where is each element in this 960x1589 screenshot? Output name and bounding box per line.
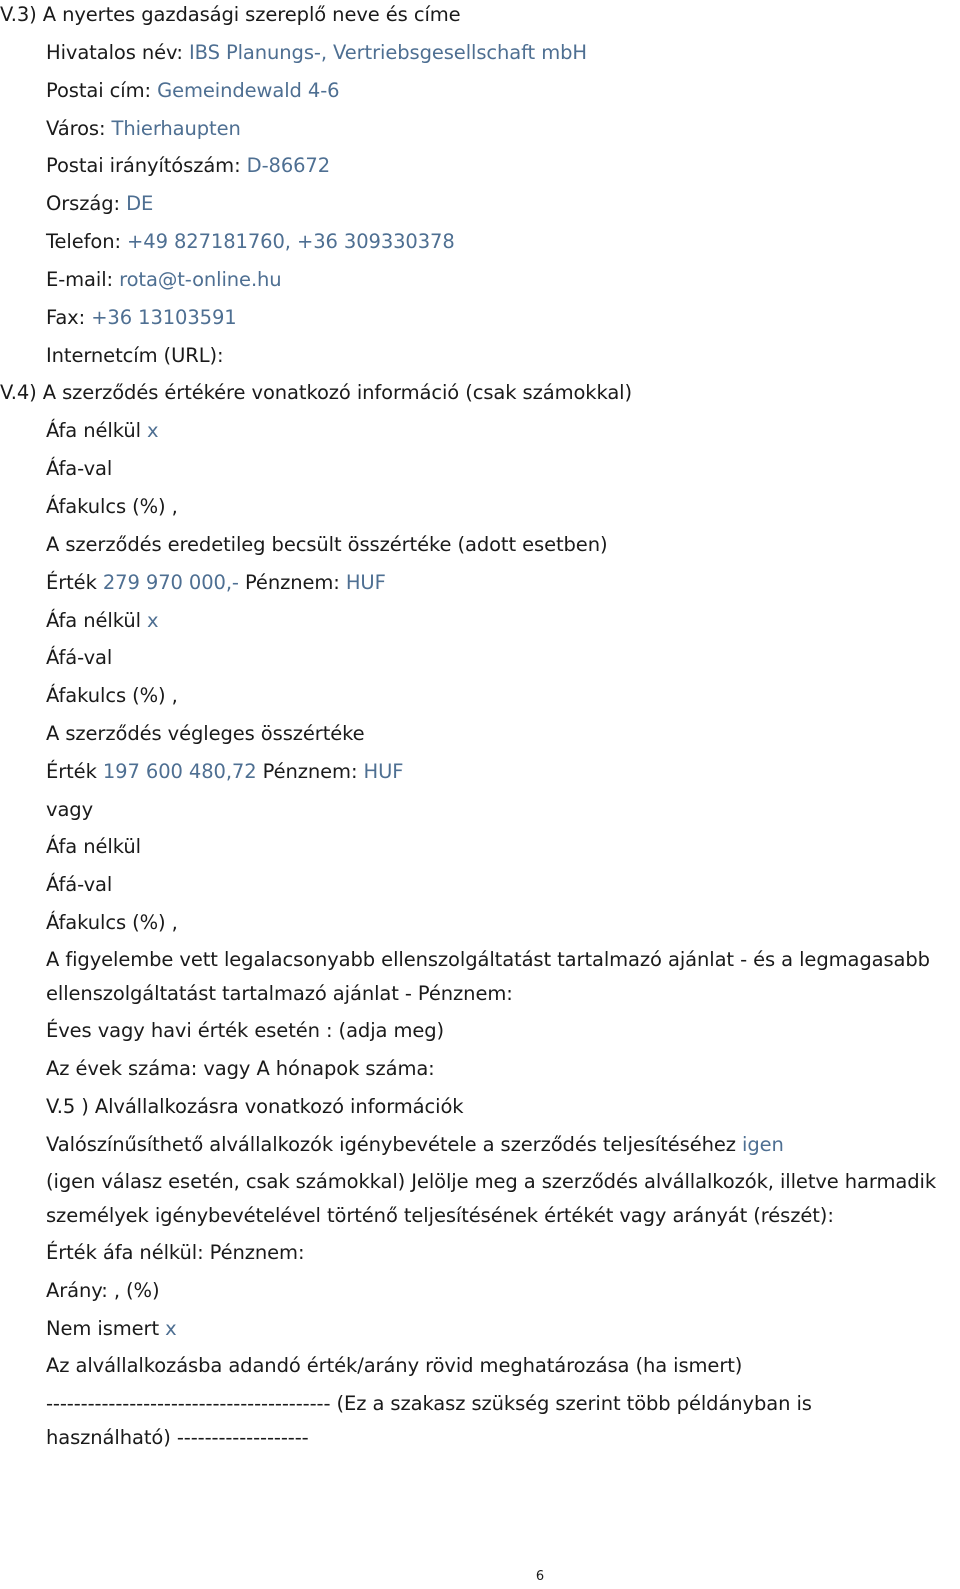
short-description: Az alvállalkozásba adandó érték/arány rövid meghatározása (ha ismert) <box>46 1354 743 1377</box>
final-value-amount: 197 600 480,72 <box>102 760 257 783</box>
annual-monthly: Éves vagy havi érték esetén : (adja meg) <box>46 1019 445 1042</box>
estimated-currency-value: HUF <box>345 571 386 594</box>
unknown-label: Nem ismert <box>46 1317 166 1340</box>
vat1-rate: Áfakulcs (%) , <box>46 495 178 518</box>
fax-label: Fax: <box>46 306 92 329</box>
vat1-with: Áfa-val <box>46 457 113 480</box>
phone-label: Telefon: <box>46 230 128 253</box>
likely-subcontractors-label: Valószínűsíthető alvállalkozók igénybevétele a szerződés teljesítéséhez <box>46 1133 743 1156</box>
final-value-label: Érték <box>46 760 103 783</box>
estimated-currency-label: Pénznem: <box>238 571 346 594</box>
city-label: Város: <box>46 117 112 140</box>
lowest-highest-line-1: A figyelembe vett legalacsonyabb ellenszolgáltatást tartalmazó ajánlat - és a legmagasabb <box>46 948 930 971</box>
fax-value: +36 13103591 <box>91 306 237 329</box>
city-value: Thierhaupten <box>111 117 241 140</box>
estimated-value-label: Érték <box>46 571 103 594</box>
section-v3-heading: V.3) A nyertes gazdasági szereplő neve és címe <box>0 3 461 26</box>
vat1-without-label: Áfa nélkül <box>46 419 147 442</box>
years-months: Az évek száma: vagy A hónapok száma: <box>46 1057 435 1080</box>
phone-row <box>46 230 455 254</box>
likely-subcontractors-row <box>46 1133 784 1157</box>
final-currency-label: Pénznem: <box>256 760 364 783</box>
vat1-without-mark: x <box>147 419 159 442</box>
postcode-value: D-86672 <box>246 154 331 177</box>
url-row <box>46 344 223 368</box>
postcode-row <box>46 154 330 178</box>
likely-subcontractors-value: igen <box>742 1133 784 1156</box>
value-without-vat: Érték áfa nélkül: Pénznem: <box>46 1241 305 1264</box>
city-row <box>46 117 241 141</box>
if-yes-line-2: személyek igénybevételével történő teljesítésének értékét vagy arányát (részét): <box>46 1204 834 1227</box>
final-value-title: A szerződés végleges összértéke <box>46 722 365 745</box>
postal-address-row <box>46 79 339 103</box>
postcode-label: Postai irányítószám: <box>46 154 247 177</box>
url-label: Internetcím (URL): <box>46 344 224 367</box>
lowest-highest-line-2: ellenszolgáltatást tartalmazó ajánlat - Pénznem: <box>46 982 513 1005</box>
country-value: DE <box>126 192 154 215</box>
fax-row <box>46 306 237 330</box>
ratio: Arány: , (%) <box>46 1279 160 1302</box>
vat3-with: Áfá-val <box>46 873 113 896</box>
page-number: 6 <box>535 1569 545 1584</box>
official-name-row <box>46 41 587 65</box>
unknown-row <box>46 1317 177 1341</box>
section-v5-heading: V.5 ) Alvállalkozásra vonatkozó információk <box>46 1095 464 1118</box>
estimated-value-amount: 279 970 000,- <box>102 571 239 594</box>
email-label: E-mail: <box>46 268 120 291</box>
vat2-without-row <box>46 609 158 633</box>
final-value-row <box>46 760 403 784</box>
repeat-note-line-1: ----------------------------------------- (Ez a szakasz szükség szerint több példányban is <box>46 1392 812 1415</box>
phone-value: +49 827181760, +36 309330378 <box>127 230 455 253</box>
email-row <box>46 268 282 292</box>
vat3-rate: Áfakulcs (%) , <box>46 911 178 934</box>
vat1-without-row <box>46 419 158 443</box>
repeat-note-line-2: használható) ------------------- <box>46 1426 309 1449</box>
if-yes-line-1: (igen válasz esetén, csak számokkal) Jelölje meg a szerződés alvállalkozók, illetve harmadik <box>46 1170 937 1193</box>
vat2-with: Áfá-val <box>46 646 113 669</box>
or-text: vagy <box>46 798 94 821</box>
section-v4-heading: V.4) A szerződés értékére vonatkozó információ (csak számokkal) <box>0 381 633 404</box>
official-name-label: Hivatalos név: <box>46 41 189 64</box>
country-row <box>46 192 153 216</box>
country-label: Ország: <box>46 192 127 215</box>
estimated-value-title: A szerződés eredetileg becsült összértéke (adott esetben) <box>46 533 608 556</box>
vat2-without-label: Áfa nélkül <box>46 609 147 632</box>
unknown-mark: x <box>165 1317 177 1340</box>
postal-address-label: Postai cím: <box>46 79 158 102</box>
final-currency-value: HUF <box>363 760 404 783</box>
vat2-rate: Áfakulcs (%) , <box>46 684 178 707</box>
estimated-value-row <box>46 571 386 595</box>
postal-address-value: Gemeindewald 4-6 <box>157 79 340 102</box>
email-value: rota@t-online.hu <box>119 268 282 291</box>
vat2-without-mark: x <box>147 609 159 632</box>
vat3-without: Áfa nélkül <box>46 835 141 858</box>
official-name-value: IBS Planungs-, Vertriebsgesellschaft mbH <box>188 41 587 64</box>
